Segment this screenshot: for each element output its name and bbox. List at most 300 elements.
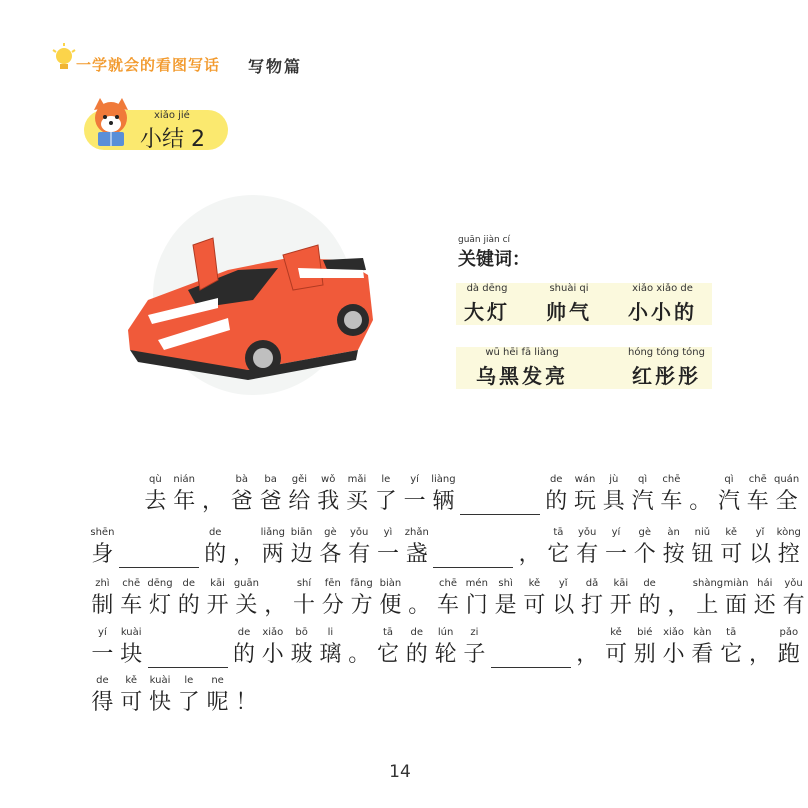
char-pinyin: bō: [295, 627, 308, 638]
passage-char: [287, 527, 316, 569]
char-hanzi: 它: [376, 642, 399, 667]
char-hanzi: 块: [120, 642, 143, 667]
char-pinyin: kāi: [613, 578, 629, 589]
char-pinyin: zhǎn: [404, 527, 429, 538]
char-pinyin: yǒu: [784, 578, 803, 589]
passage-char: [230, 627, 259, 669]
fill-in-blank[interactable]: [491, 667, 571, 668]
char-hanzi: 方: [350, 593, 373, 618]
char-hanzi: 是: [494, 593, 517, 618]
char-hanzi: 轮: [434, 642, 457, 667]
char-hanzi: 快: [148, 690, 171, 715]
char-hanzi: 小: [662, 642, 685, 667]
char-pinyin: de: [182, 578, 196, 589]
passage-char: [400, 474, 429, 516]
char-pinyin: de: [643, 578, 656, 589]
char-hanzi: 个: [633, 542, 656, 567]
keyword-row-1: [456, 283, 712, 325]
char-hanzi: 玻: [290, 642, 313, 667]
char-hanzi: 去: [144, 489, 167, 514]
keyword-pinyin: shuài qi: [549, 283, 589, 294]
passage-char: [686, 474, 715, 516]
char-pinyin: dǎ: [585, 578, 599, 589]
char-hanzi: 。: [348, 642, 371, 667]
char-hanzi: 它: [720, 642, 743, 667]
passage-char: [316, 627, 345, 669]
char-pinyin: kàn: [693, 627, 712, 638]
passage-char: [287, 627, 316, 669]
char-pinyin: chē: [438, 578, 457, 589]
char-hanzi: 按: [662, 542, 685, 567]
fill-in-blank[interactable]: [119, 567, 199, 568]
passage-char: [688, 627, 717, 669]
char-pinyin: de: [549, 474, 563, 485]
char-hanzi: 全: [775, 489, 798, 514]
char-pinyin: ba: [264, 474, 277, 485]
char-hanzi: ，: [201, 489, 224, 514]
section-title: 写物篇: [248, 57, 303, 76]
char-hanzi: 车: [660, 489, 683, 514]
passage-char: [345, 527, 374, 569]
passage-char: [256, 474, 285, 516]
lightbulb-icon: [50, 42, 78, 76]
char-hanzi: 的: [405, 642, 428, 667]
passage-char: [146, 578, 175, 620]
char-hanzi: 了: [177, 690, 200, 715]
char-hanzi: 身: [91, 542, 114, 567]
passage-char: [573, 627, 602, 669]
char-hanzi: 玩: [573, 489, 596, 514]
keyword-hanzi: 大灯: [464, 300, 510, 324]
badge-pinyin: xiǎo jié: [154, 110, 190, 121]
passage-char: [347, 578, 376, 620]
passage-char: [88, 675, 117, 717]
char-hanzi: 的: [204, 542, 227, 567]
passage-char: [599, 474, 628, 516]
keyword-hanzi: 小小的: [628, 300, 697, 324]
char-pinyin: zhì: [95, 578, 110, 589]
char-pinyin: biān: [290, 527, 313, 538]
keywords-title: 关键词：: [458, 249, 530, 270]
char-pinyin: [230, 527, 259, 541]
char-hanzi: 子: [463, 642, 486, 667]
char-pinyin: bà: [235, 474, 249, 485]
fill-in-blank[interactable]: [460, 514, 540, 515]
char-pinyin: [515, 527, 544, 541]
char-pinyin: fāng: [350, 578, 373, 589]
char-hanzi: 一: [91, 642, 114, 667]
char-pinyin: de: [410, 627, 424, 638]
passage-char: [715, 474, 744, 516]
char-pinyin: kāi: [210, 578, 225, 589]
passage-char: [717, 527, 746, 569]
char-pinyin: hái: [757, 578, 773, 589]
char-hanzi: 得: [91, 690, 114, 715]
char-pinyin: shēn: [90, 527, 115, 538]
char-pinyin: tā: [382, 627, 394, 638]
char-hanzi: 可: [604, 642, 627, 667]
passage-char: [664, 578, 693, 620]
passage-char: [258, 527, 287, 569]
passage-char: [688, 527, 717, 569]
passage-char: [318, 578, 347, 620]
passage-char: [203, 578, 232, 620]
char-hanzi: ，: [748, 642, 771, 667]
char-pinyin: gěi: [291, 474, 308, 485]
char-pinyin: kuài: [149, 675, 171, 686]
keyword-hanzi: 红彤彤: [631, 364, 701, 388]
passage-char: [402, 527, 431, 569]
keyword-item: [628, 283, 697, 325]
char-hanzi: ，: [518, 542, 541, 567]
char-hanzi: 小: [261, 642, 284, 667]
char-hanzi: 面: [724, 593, 747, 618]
passage-char: [402, 627, 431, 669]
char-hanzi: 还: [753, 593, 776, 618]
char-pinyin: kuài: [120, 627, 142, 638]
char-pinyin: niǔ: [694, 527, 711, 538]
passage-char: [657, 474, 686, 516]
char-pinyin: de: [208, 527, 222, 538]
char-pinyin: yǒu: [578, 527, 597, 538]
char-pinyin: liàng: [431, 474, 456, 485]
char-pinyin: li: [327, 627, 334, 638]
keyword-pinyin: xiǎo xiǎo de: [632, 283, 693, 294]
passage-char: [520, 578, 549, 620]
toy-car-illustration: [118, 190, 388, 400]
passage-char: [628, 474, 657, 516]
passage-char: [374, 627, 403, 669]
passage-line: [0, 578, 805, 630]
passage-char: [460, 627, 489, 669]
passage-char: [750, 578, 779, 620]
char-pinyin: zi: [470, 627, 479, 638]
char-pinyin: le: [184, 675, 194, 686]
keyword-item: [628, 347, 705, 389]
passage-char: [515, 527, 544, 569]
char-pinyin: kě: [528, 578, 541, 589]
char-pinyin: chē: [122, 578, 141, 589]
char-pinyin: [664, 578, 693, 592]
char-hanzi: 打: [580, 593, 603, 618]
passage-char: [774, 627, 803, 669]
char-hanzi: 盏: [405, 542, 428, 567]
passage-char: [146, 675, 175, 717]
keyword-hanzi: 帅气: [546, 300, 592, 324]
char-hanzi: 开: [206, 593, 229, 618]
passage-char: [174, 578, 203, 620]
keywords-title-pinyin: guān jiàn cí: [458, 235, 511, 245]
char-pinyin: [345, 627, 374, 641]
char-pinyin: [261, 578, 290, 592]
passage-char: [743, 474, 772, 516]
passage-char: [602, 627, 631, 669]
char-hanzi: 两: [261, 542, 284, 567]
char-pinyin: nián: [173, 474, 195, 485]
passage-char: [717, 627, 746, 669]
char-hanzi: 跑: [777, 642, 800, 667]
char-hanzi: 。: [408, 593, 431, 618]
char-pinyin: yǒu: [350, 527, 369, 538]
char-hanzi: 辆: [432, 489, 455, 514]
passage-char: [602, 527, 631, 569]
passage-char: [314, 474, 343, 516]
char-hanzi: 可: [120, 690, 143, 715]
series-title: 一学就会的看图写话: [76, 56, 221, 74]
char-hanzi: 的: [545, 489, 568, 514]
char-pinyin: yí: [611, 527, 621, 538]
passage-char: [429, 474, 458, 516]
char-hanzi: 爸: [259, 489, 282, 514]
char-hanzi: 门: [465, 593, 488, 618]
passage-char: [722, 578, 751, 620]
passage-char: [630, 527, 659, 569]
passage-char: [746, 627, 775, 669]
char-pinyin: kě: [725, 527, 737, 538]
char-hanzi: 车: [746, 489, 769, 514]
char-pinyin: gè: [638, 527, 652, 538]
char-hanzi: 关: [235, 593, 258, 618]
char-hanzi: 制: [91, 593, 114, 618]
passage-char: [203, 675, 232, 717]
char-hanzi: 别: [633, 642, 656, 667]
char-pinyin: biàn: [379, 578, 402, 589]
char-pinyin: [405, 578, 434, 592]
passage-char: [693, 578, 722, 620]
char-pinyin: yǐ: [755, 527, 765, 538]
passage-char: [434, 578, 463, 620]
char-pinyin: [573, 627, 602, 641]
char-pinyin: liǎng: [260, 527, 285, 538]
char-pinyin: gè: [324, 527, 337, 538]
char-pinyin: qì: [724, 474, 734, 485]
char-hanzi: 呢: [206, 690, 229, 715]
char-pinyin: tā: [726, 627, 737, 638]
fox-mascot-icon: [86, 96, 136, 150]
keyword-item: [464, 283, 510, 325]
char-hanzi: 爸: [230, 489, 253, 514]
char-pinyin: ne: [211, 675, 224, 686]
passage-char: [117, 578, 146, 620]
char-hanzi: 汽: [717, 489, 740, 514]
char-hanzi: 买: [345, 489, 368, 514]
char-pinyin: [199, 474, 228, 488]
char-hanzi: 年: [173, 489, 196, 514]
char-hanzi: 给: [288, 489, 311, 514]
passage-char: [544, 527, 573, 569]
passage-char: [542, 474, 571, 516]
char-hanzi: 看: [691, 642, 714, 667]
char-pinyin: qù: [149, 474, 162, 485]
char-hanzi: ，: [264, 593, 287, 618]
char-pinyin: de: [96, 675, 109, 686]
char-hanzi: 的: [232, 642, 255, 667]
char-hanzi: ！: [235, 690, 258, 715]
passage-char: [746, 527, 775, 569]
passage-char: [659, 527, 688, 569]
passage-char: [779, 578, 808, 620]
char-pinyin: [686, 474, 715, 488]
passage-char: [343, 474, 372, 516]
passage-char: [88, 627, 117, 669]
char-hanzi: 十: [292, 593, 315, 618]
passage-char: [345, 627, 374, 669]
char-pinyin: miàn: [723, 578, 749, 589]
char-hanzi: 可: [720, 542, 743, 567]
char-pinyin: yí: [410, 474, 419, 485]
passage-char: [571, 474, 600, 516]
char-pinyin: chē: [748, 474, 767, 485]
char-pinyin: pǎo: [779, 627, 799, 638]
page-header: [50, 42, 350, 82]
char-hanzi: 一: [403, 489, 426, 514]
passage-line: [0, 474, 800, 526]
char-hanzi: 分: [321, 593, 344, 618]
char-pinyin: guān: [233, 578, 259, 589]
passage-char: [258, 627, 287, 669]
char-hanzi: 汽: [631, 489, 654, 514]
char-pinyin: bié: [637, 627, 653, 638]
passage-char: [630, 627, 659, 669]
passage-char: [659, 627, 688, 669]
char-hanzi: ，: [576, 642, 599, 667]
passage-char: [88, 578, 117, 620]
char-hanzi: 有: [782, 593, 805, 618]
char-pinyin: wǒ: [321, 474, 336, 485]
passage-char: [170, 474, 199, 516]
fill-in-blank[interactable]: [433, 567, 513, 568]
char-pinyin: kòng: [776, 527, 801, 538]
passage-char: [261, 578, 290, 620]
char-pinyin: mén: [465, 578, 488, 589]
char-pinyin: [746, 627, 775, 641]
passage-line: [0, 627, 800, 679]
char-hanzi: 它: [547, 542, 570, 567]
char-hanzi: 控: [777, 542, 800, 567]
char-pinyin: lún: [437, 627, 454, 638]
char-pinyin: wán: [574, 474, 596, 485]
char-hanzi: 有: [576, 542, 599, 567]
passage-char: [232, 578, 261, 620]
char-pinyin: fēn: [324, 578, 341, 589]
char-pinyin: shì: [498, 578, 513, 589]
passage-char: [772, 474, 801, 516]
badge-title: 小结 2: [140, 127, 205, 152]
char-pinyin: chē: [662, 474, 681, 485]
passage-char: [374, 527, 403, 569]
char-pinyin: yǐ: [558, 578, 568, 589]
char-pinyin: le: [381, 474, 391, 485]
char-pinyin: kě: [610, 627, 622, 638]
char-hanzi: 车: [120, 593, 143, 618]
passage-char: [117, 675, 146, 717]
char-hanzi: 一: [604, 542, 627, 567]
char-pinyin: de: [237, 627, 251, 638]
char-pinyin: yì: [383, 527, 393, 538]
char-hanzi: 车: [436, 593, 459, 618]
keyword-item: [476, 347, 568, 389]
passage-char: [549, 578, 578, 620]
passage-char: [316, 527, 345, 569]
passage-char: [606, 578, 635, 620]
keyword-pinyin: wū hēi fā liàng: [485, 347, 559, 358]
char-pinyin: àn: [667, 527, 680, 538]
char-hanzi: 边: [290, 542, 313, 567]
char-hanzi: 各: [319, 542, 342, 567]
passage-char: [201, 527, 230, 569]
passage-char: [227, 474, 256, 516]
char-pinyin: kě: [125, 675, 137, 686]
keyword-row-2: [456, 347, 712, 389]
passage-char: [635, 578, 664, 620]
keyword-pinyin: dà dēng: [466, 283, 508, 294]
keyword-hanzi: 乌黑发亮: [476, 364, 568, 388]
char-pinyin: shí: [296, 578, 312, 589]
char-hanzi: 璃: [319, 642, 342, 667]
char-hanzi: 上: [696, 593, 719, 618]
char-pinyin: shàng: [692, 578, 724, 589]
passage-char: [462, 578, 491, 620]
passage-char: [573, 527, 602, 569]
passage-char: [405, 578, 434, 620]
char-pinyin: xiǎo: [262, 627, 284, 638]
char-hanzi: 。: [689, 489, 712, 514]
char-pinyin: [232, 675, 261, 689]
passage-char: [230, 527, 259, 569]
passage-char: [376, 578, 405, 620]
char-pinyin: jù: [609, 474, 619, 485]
char-pinyin: xiǎo: [663, 627, 685, 638]
passage-char: [117, 627, 146, 669]
char-hanzi: 开: [609, 593, 632, 618]
char-pinyin: dēng: [147, 578, 173, 589]
passage-char: [491, 578, 520, 620]
char-pinyin: mǎi: [347, 474, 367, 485]
char-hanzi: 以: [748, 542, 771, 567]
char-hanzi: ，: [667, 593, 690, 618]
char-hanzi: 具: [602, 489, 625, 514]
char-hanzi: 钮: [691, 542, 714, 567]
char-pinyin: qì: [638, 474, 648, 485]
char-hanzi: 了: [374, 489, 397, 514]
passage-char: [578, 578, 607, 620]
char-hanzi: 有: [348, 542, 371, 567]
passage-line: [0, 527, 800, 579]
passage-char: [174, 675, 203, 717]
char-hanzi: 便: [379, 593, 402, 618]
char-pinyin: yí: [98, 627, 107, 638]
char-hanzi: 以: [552, 593, 575, 618]
passage-char: [285, 474, 314, 516]
passage-char: [774, 527, 803, 569]
passage-char: [290, 578, 319, 620]
passage-char: [199, 474, 228, 516]
passage-char: [371, 474, 400, 516]
passage-char: [88, 527, 117, 569]
char-hanzi: 我: [317, 489, 340, 514]
char-hanzi: 的: [177, 593, 200, 618]
char-hanzi: ，: [232, 542, 255, 567]
fill-in-blank[interactable]: [148, 667, 228, 668]
passage-line: [0, 675, 800, 727]
char-pinyin: quán: [774, 474, 800, 485]
char-hanzi: 的: [638, 593, 661, 618]
char-hanzi: 一: [376, 542, 399, 567]
passage-char: [431, 627, 460, 669]
char-hanzi: 可: [523, 593, 546, 618]
passage-char: [141, 474, 170, 516]
passage-char: [232, 675, 261, 717]
